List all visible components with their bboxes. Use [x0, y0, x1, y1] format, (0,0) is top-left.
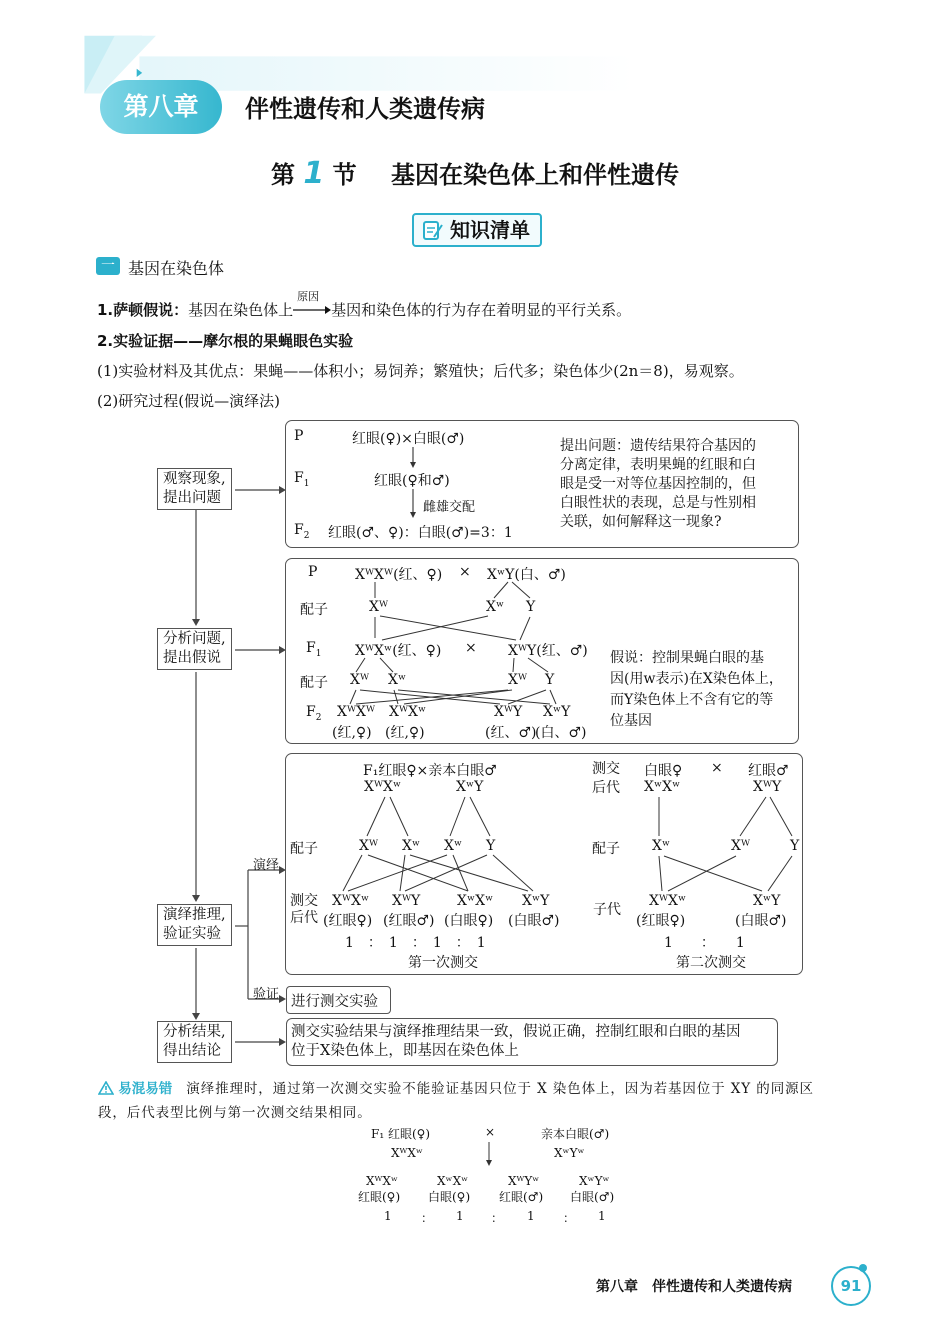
- b3-left-title: F₁红眼♀×亲本白眼♂: [363, 763, 497, 779]
- b3-rg2: Xᵂ: [731, 838, 751, 854]
- b3-lg2: Xʷ: [402, 838, 421, 854]
- b3-l-female: XᵂXʷ: [364, 779, 402, 795]
- fig-left-parent: F₁ 红眼(♀): [371, 1127, 431, 1141]
- b3-lo4: XʷY: [522, 893, 550, 909]
- fig-times: ×: [485, 1125, 496, 1139]
- fig-colon-3: ：: [563, 1211, 576, 1225]
- b3-test-label: 测交 后代: [290, 893, 318, 926]
- process-line: (2)研究过程(假说—演绎法): [97, 392, 280, 410]
- b2-p-female: XᵂXᵂ(红、♀): [355, 567, 443, 583]
- b3-ro1-pheno: (红眼♀): [636, 913, 686, 929]
- step-conclude: 分析结果, 得出结论: [157, 1021, 232, 1063]
- fig-r3: 1: [527, 1209, 535, 1223]
- knowledge-list-tag: 知识清单: [412, 213, 542, 247]
- fig-left-geno: XᵂXʷ: [391, 1146, 423, 1160]
- fig-right-parent: 亲本白眼(♂): [541, 1127, 610, 1141]
- b2-o1: XᵂXᵂ: [337, 704, 376, 720]
- b3-r-female-pheno: 白眼♀: [644, 763, 683, 779]
- conclusion-text: 测交实验结果与演绎推理结果一致，假说正确，控制红眼和白眼的基因 位于X染色体上，即基因在染色体上: [291, 1024, 741, 1059]
- verify-text: 进行测交实验: [291, 994, 378, 1010]
- footer-chapter-title: 第八章 伴性遗传和人类遗传病: [596, 1279, 792, 1295]
- b2-p-label: P: [308, 564, 318, 580]
- fig-right-geno: XʷYʷ: [554, 1146, 585, 1160]
- b3-ro2: XʷY: [753, 893, 781, 909]
- fig-c3-pheno: 红眼(♂): [499, 1190, 544, 1204]
- b1-p-label: P: [294, 428, 304, 444]
- subsection-mark: 一: [96, 257, 120, 275]
- b3-lg1: Xᵂ: [359, 838, 379, 854]
- b2-gamete-label: 配子: [300, 602, 328, 618]
- b2-times: ×: [459, 564, 471, 580]
- b2-f1-times: ×: [465, 640, 477, 656]
- arrow-label: 原因: [297, 290, 320, 303]
- b3-ro2-pheno: (白眼♂): [735, 913, 787, 929]
- step-analyze: 分析问题, 提出假说: [157, 628, 232, 670]
- b2-g3: Y: [526, 599, 536, 615]
- b3-r-times: ×: [711, 760, 723, 776]
- b3-lo2: XᵂY: [392, 893, 421, 909]
- b1-mating: 雌雄交配: [423, 500, 476, 515]
- b2-f2-label: $F_2$: [306, 704, 322, 723]
- b1-f2-label: $F_2$: [294, 522, 310, 541]
- b2-g2-1: Xᵂ: [350, 672, 370, 688]
- branch-deduce-label: 演绎: [253, 858, 280, 873]
- fig-c2-pheno: 白眼(♀): [428, 1190, 471, 1204]
- fig-c1: XᵂXʷ: [366, 1174, 398, 1188]
- b3-r-male: XᵂY: [753, 779, 782, 795]
- b2-f1-male: XᵂY(红、♂): [508, 643, 588, 659]
- fig-c3: XᵂYʷ: [508, 1174, 540, 1188]
- b2-o4: XʷY: [543, 704, 571, 720]
- fig-r2: 1: [456, 1209, 464, 1223]
- fig-colon-2: ：: [491, 1211, 504, 1225]
- page-number-dot: [859, 1264, 867, 1272]
- b3-r-gamete-label: 配子: [592, 841, 620, 857]
- step-deduce: 演绎推理, 验证实验: [157, 904, 232, 946]
- b3-rg1: Xʷ: [652, 838, 671, 854]
- b3-lo3: XʷXʷ: [457, 893, 494, 909]
- section-number: 1: [303, 156, 325, 191]
- b3-r-female: XʷXʷ: [644, 779, 681, 795]
- b2-o1-pheno: (红,♀): [332, 725, 372, 741]
- b3-ratio-left: 1 ： 1 ： 1 ： 1: [345, 935, 486, 951]
- b2-o2: XᵂXʷ: [389, 704, 427, 720]
- b3-lo4-pheno: (白眼♂): [508, 913, 560, 929]
- fig-c4: XʷYʷ: [579, 1174, 610, 1188]
- b3-lo2-pheno: (红眼♂): [383, 913, 435, 929]
- b2-f1-female: XᵂXʷ(红、♀): [355, 643, 442, 659]
- chapter-title: 伴性遗传和人类遗传病: [245, 95, 485, 123]
- b3-lg3: Xʷ: [444, 838, 463, 854]
- b3-lo1: XᵂXʷ: [332, 893, 370, 909]
- caution-line-1: 易混易错 演绎推理时，通过第一次测交实验不能验证基因只位于 X 染色体上，因为若基因位于 XY 的同源区: [98, 1077, 814, 1097]
- experiment-evidence-line: 2.实验证据——摩尔根的果蝇眼色实验: [97, 332, 354, 350]
- b3-rg3: Y: [790, 838, 800, 854]
- b3-l-male: XʷY: [456, 779, 484, 795]
- step-observe: 观察现象, 提出问题: [157, 468, 232, 510]
- b1-p-cross: 红眼(♀)×白眼(♂): [352, 431, 465, 447]
- b3-r-child-label: 子代: [593, 902, 621, 918]
- fig-colon-1: ：: [421, 1211, 434, 1225]
- b2-f1-label: $F_1$: [306, 640, 322, 659]
- b3-ro1: XᵂXʷ: [649, 893, 687, 909]
- b2-o2-pheno: (红,♀): [385, 725, 425, 741]
- b3-right-caption: 第二次测交: [676, 955, 746, 971]
- b3-r-test-label: 测交 后代: [592, 761, 620, 796]
- branch-verify-label: 验证: [253, 987, 280, 1002]
- materials-line: (1)实验材料及其优点：果蝇——体积小；易饲养；繁殖快；后代多；染色体少(2n＝8)，易观察。: [97, 362, 744, 380]
- caution-label: 易混易错: [118, 1081, 173, 1097]
- fig-r4: 1: [598, 1209, 606, 1223]
- page-number: 91: [831, 1266, 871, 1306]
- b2-o3: XᵂY: [494, 704, 523, 720]
- caution-line-2: 段，后代表型比例与第一次测交结果相同。: [98, 1105, 372, 1121]
- b3-lg4: Y: [486, 838, 496, 854]
- b2-o3-pheno: (红、♂): [485, 725, 537, 741]
- b2-hypothesis-text: 假说：控制果蝇白眼的基 因(用w表示)在X染色体上， 而Y染色体上不含有它的等 位基因: [610, 650, 783, 729]
- sutton-hypothesis-line: 1.萨顿假说：基因在染色体上 原因 基因和染色体的行为存在着明显的平行关系。: [97, 290, 632, 319]
- b2-g2: Xʷ: [486, 599, 505, 615]
- b1-f1-value: 红眼(♀和♂): [374, 473, 450, 489]
- b2-o4-pheno: (白、♂): [535, 725, 587, 741]
- b3-ratio-right: 1 ： 1: [664, 935, 745, 951]
- b2-g2-4: Y: [545, 672, 555, 688]
- section-title: 第 1 节 基因在染色体上和伴性遗传: [271, 156, 679, 191]
- b3-lo1-pheno: (红眼♀): [323, 913, 373, 929]
- b3-left-caption: 第一次测交: [408, 955, 478, 971]
- b2-gamete-label2: 配子: [300, 675, 328, 691]
- b3-gamete-label: 配子: [290, 841, 318, 857]
- fig-c1-pheno: 红眼(♀): [358, 1190, 401, 1204]
- b3-lo3-pheno: (白眼♀): [444, 913, 494, 929]
- fig-r1: 1: [384, 1209, 392, 1223]
- b1-f2-value: 红眼(♂、♀)：白眼(♂)=3：1: [328, 525, 513, 541]
- chapter-badge: 第八章: [100, 80, 222, 134]
- b1-question: 提出问题：遗传结果符合基因的 分离定律，表明果蝇的红眼和白 眼是受一对等位基因控制的，但 白眼性状的表现，总是与性别相 关联，如何解释这一现象?: [560, 438, 756, 530]
- subsection-title: 基因在染色体: [128, 259, 225, 278]
- b2-p-male: XʷY(白、♂): [487, 567, 566, 583]
- b1-f1-label: $F_1$: [294, 470, 310, 489]
- fig-c2: XʷXʷ: [437, 1174, 469, 1188]
- b2-g1: Xᵂ: [369, 599, 389, 615]
- b3-r-male-pheno: 红眼♂: [748, 763, 789, 779]
- fig-c4-pheno: 白眼(♂): [570, 1190, 615, 1204]
- b2-g2-3: Xᵂ: [508, 672, 528, 688]
- b2-g2-2: Xʷ: [388, 672, 407, 688]
